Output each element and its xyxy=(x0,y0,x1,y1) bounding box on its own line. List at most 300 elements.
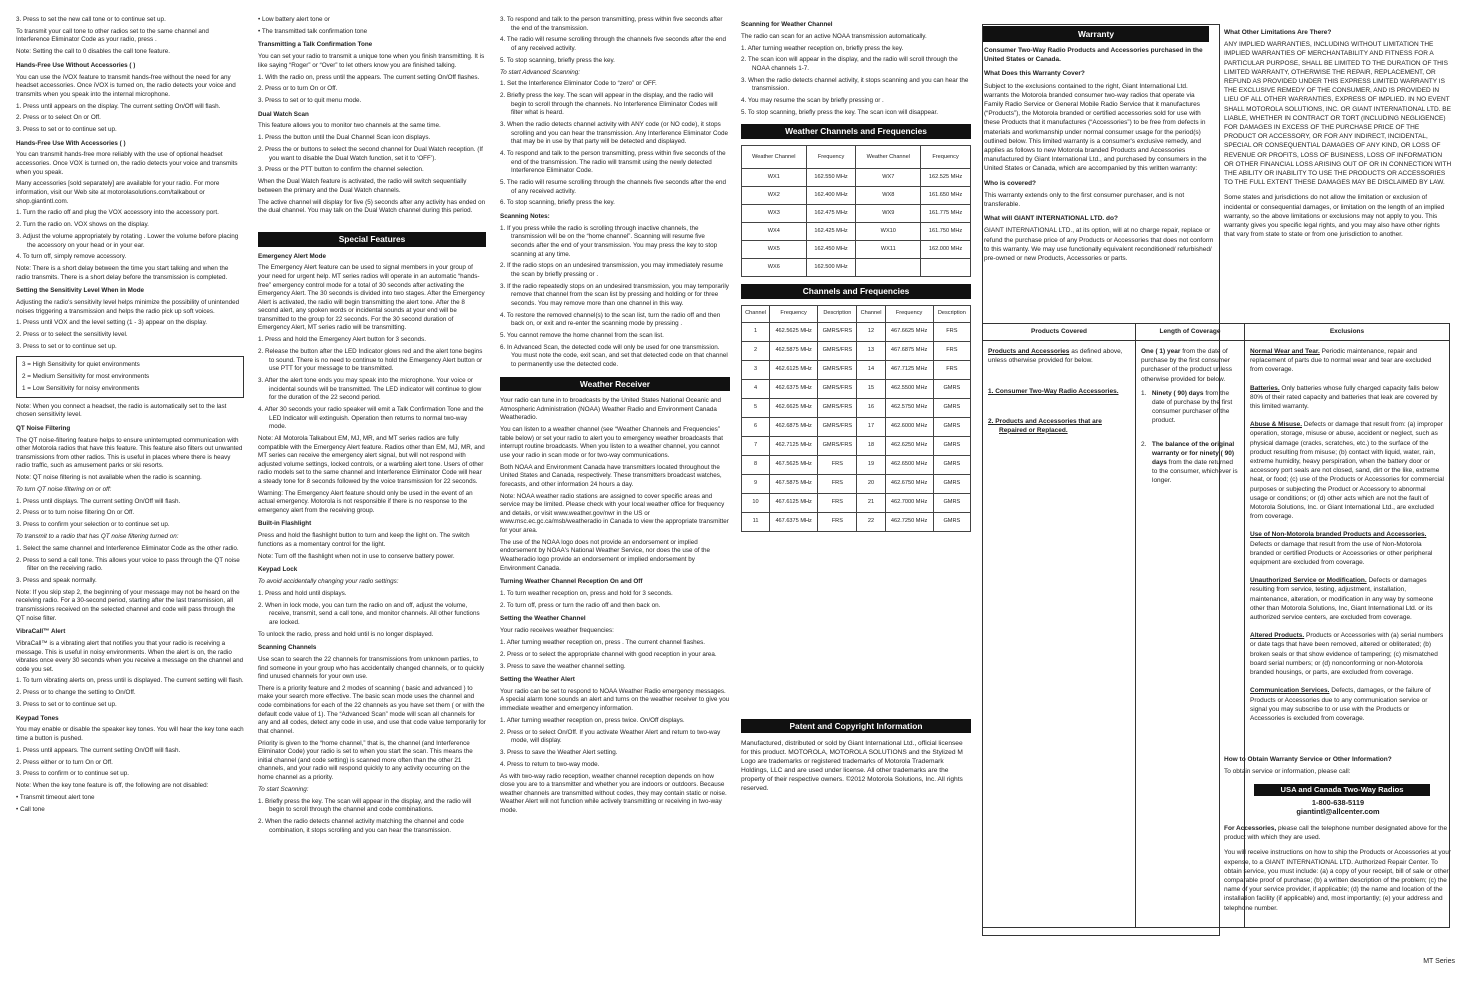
list-item: 3. Press to confirm or to continue set up. xyxy=(16,770,130,778)
table-cell: FRS xyxy=(818,512,857,531)
table-cell: 17 xyxy=(857,417,885,436)
table-cell: 3 xyxy=(742,360,770,379)
list-item: 1. If you press while the radio is scrolling through inactive channels, the transmission will be on the “home channel”. Scanning will resume five seconds after the end of your transmission. You may press the key to stop scanning at any time. xyxy=(500,224,718,258)
section-heading: Scanning Channels xyxy=(258,644,317,652)
list-item: 4. You may resume the scan by briefly pressing or . xyxy=(741,97,884,105)
table-row xyxy=(742,187,971,205)
exclusion-item xyxy=(1250,530,1444,567)
special-features-title: Special Features xyxy=(258,232,486,247)
table-cell: FRS xyxy=(933,322,970,341)
list-item: 1. Turn the radio off and plug the VOX accessory into the accessory port. xyxy=(16,209,219,217)
table-cell: 161.775 MHz xyxy=(921,205,971,223)
sensitivity-level: 2 = Medium Sensitivity for most environments xyxy=(22,372,150,380)
exclusion-title: Normal Wear and Tear. xyxy=(1250,348,1320,355)
list-item: 1. Set the Interference Eliminator Code to “zero” or OFF. xyxy=(500,80,657,88)
table-cell: 14 xyxy=(857,360,885,379)
note: Note: If you skip step 2, the beginning of your message may not be heard on the receiving radio. For a 30-second period, starting after the last transmission, all transmissions received on the selected channel and code will pass through the QT noise filter. xyxy=(16,588,240,622)
channels-table-title: Channels and Frequencies xyxy=(741,284,971,299)
list-item: 4. To turn off, simply remove accessory. xyxy=(16,253,127,261)
table-cell: 162.450 MHz xyxy=(806,241,856,259)
table-cell: 2 xyxy=(742,341,770,360)
section-heading: Turning Weather Channel Reception On and Off xyxy=(500,578,643,586)
paragraph: This feature allows you to monitor two channels at the same time. xyxy=(258,122,441,130)
section-heading: Setting the Weather Channel xyxy=(500,615,586,623)
list-item: • The transmitted talk confirmation tone xyxy=(258,27,368,35)
table-header: Channel xyxy=(742,305,770,322)
section-heading: Emergency Alert Mode xyxy=(258,252,327,260)
list-item: 1. Press until VOX and the level setting (1 - 3) appear on the display. xyxy=(16,319,207,327)
coverage-header: Length of Coverage xyxy=(1136,324,1245,341)
service-phone: 1-800-638-5119 xyxy=(1311,797,1365,807)
exclusion-title: Unauthorized Service or Modification. xyxy=(1250,577,1367,585)
service-email: giantintl@allcenter.com xyxy=(1296,806,1380,816)
list-item: 3. Press and speak normally. xyxy=(16,576,97,584)
section-heading: Transmitting a Talk Confirmation Tone xyxy=(258,41,373,49)
table-cell: 20 xyxy=(857,474,885,493)
table-cell: FRS xyxy=(933,360,970,379)
list-item: 3. If the radio repeatedly stops on an undesired transmission, you may temporarily remove that channel from the scan list by pressing and holding or for three seconds. You may remove more than one channel in this way. xyxy=(500,282,729,307)
exclusion-text: Defects or damages resulting from service, testing, adjustment, installation, maintenance, alteration, or modification in any way by someone other than Motorola Solutions, Inc, Giant International Ltd. or its authorized service centers, are excluded from coverage. xyxy=(1250,577,1434,622)
list-item: 1. With the radio on, press until the appears. The current setting On/Off flashes. xyxy=(258,73,480,81)
list-item: 1. Press until appears on the display. The current setting On/Off will flash. xyxy=(16,102,221,110)
table-cell: FRS xyxy=(933,341,970,360)
table-cell: GMRS xyxy=(933,417,970,436)
table-cell: 462.6500 MHz xyxy=(885,455,933,474)
list-item: • Transmit timeout alert tone xyxy=(16,793,95,801)
service-receive: You will receive instructions on how to ship the Products or Accessories at your expense, to a GIANT INTERNATIONAL LTD. Authorized Repair Center. To obtain service, you must include: (a) a copy of your receipt, bill of sale or other comparable proof of purchase; (b) a written description of the problem; (c) the name of your service provider, if applicable; (d) the name and location of the installation facility (if applicable) and, most importantly; (e) your address and telephone number. xyxy=(1224,849,1452,912)
paragraph: Priority is given to the “home channel,” that is, the channel (and Interference Eliminator Code) your radio is set to when you start the scan. This means the initial channel (and code setting) is scanned more often than the other 21 channels, and your radio will respond quickly to any activity occurring on the home channel as a priority. xyxy=(258,739,473,781)
subheading: To transmit to a radio that has QT noise filtering turned on: xyxy=(16,533,179,541)
subheading: To start Scanning: xyxy=(258,785,309,793)
table-header: Frequency xyxy=(806,146,856,169)
exclusion-text: Defects or damage that result from: (a) improper operation, storage, misuse or abuse, accident or neglect, such as physical damage (cracks, scratches, etc.) to the surface of the product resulting from misuse; (b) contact with liquid, water, rain, extreme humidity, heavy perspiration, when the battery door or accessory port seals are not closed, sand, dirt or the like, extreme heat, or food; (c) use of the Products or Accessories for commercial purposes or subjecting the Product or Accessory to abnormal usage or conditions; or (d) other acts which are not the fault of Motorola Solutions, Inc. or Giant International Ltd., are excluded from coverage. xyxy=(1250,421,1444,521)
subheading: To start Advanced Scanning: xyxy=(500,68,581,76)
list-item: 1. Select the same channel and Interference Eliminator Code as the other radio. xyxy=(16,544,239,552)
section-heading: QT Noise Filtering xyxy=(16,424,71,432)
table-cell: 7 xyxy=(742,436,770,455)
warranty-title: Warranty xyxy=(983,26,1209,42)
table-cell: WX1 xyxy=(742,169,807,187)
paragraph: You can use the iVOX feature to transmit hands-free without the need for any headset accessories. Once iVOX is turned on, the radio detects your voice and transmits when you speak into the internal microphone. xyxy=(16,73,236,98)
pc-item-2: 2. Products and Accessories that are Repaired or Replaced. xyxy=(988,417,1102,434)
list-item: 1. Briefly press the key. The scan will appear in the display, and the radio will begin to scroll through the channel and code combinations. xyxy=(258,797,472,814)
lc2: from the date returned to the consumer, whichever is longer. xyxy=(1152,459,1238,485)
table-cell: 467.6625 MHz xyxy=(885,322,933,341)
table-cell xyxy=(921,259,971,277)
table-cell: 22 xyxy=(857,512,885,531)
table-row xyxy=(742,493,971,512)
warranty-a2: This warranty extends only to the first consumer purchaser, and is not transferable. xyxy=(984,191,1185,209)
sensitivity-levels-box xyxy=(16,356,244,398)
table-cell: 13 xyxy=(857,341,885,360)
exclusion-item xyxy=(1250,686,1444,723)
table-cell: 462.5875 MHz xyxy=(770,341,818,360)
table-row xyxy=(742,241,971,259)
warranty-intro: Consumer Two-Way Radio Products and Accessories purchased in the United States or Canada. xyxy=(984,47,1203,64)
section-heading: Keypad Tones xyxy=(16,714,59,722)
table-cell: GMRS xyxy=(933,436,970,455)
paragraph: Your radio can be set to respond to NOAA Weather Radio emergency messages. A special alarm tone sounds an alert and turns on the weather receiver to give you immediate weather and emergency information. xyxy=(500,687,730,713)
note: Note: Setting the call to 0 disables the call tone feature. xyxy=(16,48,171,56)
table-header: Description xyxy=(933,305,970,322)
table-row xyxy=(742,512,971,531)
list-item: 3. Adjust the volume appropriately by rotating . Lower the volume before placing the accessory on your head or in your ear. xyxy=(16,232,239,249)
list-item: 3. Press to set or to quit menu mode. xyxy=(258,97,362,105)
paragraph: Both NOAA and Environment Canada have transmitters located throughout the United States and Canada, respectively. These transmitters broadcast watches, forecasts, and other information 24 hours a day. xyxy=(500,463,722,488)
table-cell: GMRS xyxy=(933,493,970,512)
table-header: Frequency xyxy=(921,146,971,169)
list-item: 3. Press to set or to continue set up. xyxy=(16,701,117,709)
exclusion-item xyxy=(1250,347,1444,375)
table-cell: GMRS/FRS xyxy=(818,322,857,341)
table-cell: WX5 xyxy=(742,241,807,259)
paragraph: To transmit your call tone to other radios set to the same channel and Interference Eliminator Code as your radio, press . xyxy=(16,27,209,44)
list-item: 2. When in lock mode, you can turn the radio on and off, adjust the volume, receive, transmit, send a call tone, and monitor channels. All other functions are locked. xyxy=(258,601,480,626)
list-item: 3. Press to confirm your selection or to continue set up. xyxy=(16,521,170,529)
paragraph: As with two-way radio reception, weather channel reception depends on how close you are to a transmitter and whether you are indoors or outdoors. Because weather channels are transmitted without codes, they may contain static or noise. Weather Alert will not function while actively transmitting or receiving in two-way mode. xyxy=(500,772,727,814)
list-item: 2. Press or to change the setting to On/Off. xyxy=(16,689,136,697)
table-row xyxy=(742,398,971,417)
paragraph: The QT noise-filtering feature helps to ensure uninterrupted communication with other Motorola radios that have this feature. This feature also filters out unwanted transmissions from other radios. This is useful in places where there is heavy radio traffic, such as amusement parks or ski resorts. xyxy=(16,436,243,470)
paragraph: Many accessories [sold separately] are available for your radio. For more information, visit our Web site at motorolasolutions.com/talkabout or shop.giantintl.com. xyxy=(16,180,220,205)
patent-title: Patent and Copyright Information xyxy=(741,719,971,734)
table-header: Weather Channel xyxy=(742,146,807,169)
section-heading: Keypad Lock xyxy=(258,566,298,574)
list-item: 5. The radio will resume scrolling through the channels five seconds after the end of any received activity. xyxy=(500,179,726,195)
list-item: 2. Press or to select On/Off. If you activate Weather Alert and return to two-way mode, will display. xyxy=(500,728,721,745)
subheading: To turn QT noise filtering on or off: xyxy=(16,485,112,493)
warranty-q4: What Other Limitations Are There? xyxy=(1224,29,1332,36)
exclusion-title: Altered Products. xyxy=(1250,632,1305,640)
lc-intro: from the date of purchase by the first consumer purchaser of the product unless otherwise provided for below. xyxy=(1141,348,1233,383)
paragraph: The use of the NOAA logo does not provide an endorsement or implied endorsement by NOAA's National Weather Service, nor does the use of the Weatheradio logo provide an endorsement or implied endorsement by Environment Canada. xyxy=(500,538,711,572)
note: Note: All Motorola Talkabout EM, MJ, MR, and MT series radios are fully compatible with the Emergency Alert feature. Radios other than EM, MJ, MR, and MT series can receive the emergency alert signal, but will not respond with adjusted volume settings, locked controls, or a warbling alert tone. Users of other radio models set to the same channel and Interference Eliminator Code will hear a steady tone for 8 seconds followed by the voice transmission for 22 seconds. xyxy=(258,434,485,485)
section-heading: Setting the Sensitivity Level When in Mode xyxy=(16,287,145,295)
footer-label: MT Series xyxy=(1423,958,1455,965)
table-cell: 462.6625 MHz xyxy=(770,398,818,417)
table-cell: 12 xyxy=(857,322,885,341)
table-cell: 467.6125 MHz xyxy=(770,493,818,512)
table-cell: WX3 xyxy=(742,205,807,223)
list-item: 4. To restore the removed channel(s) to the scan list, turn the radio off and then back on, or exit and re-enter the scanning mode by pressing . xyxy=(500,311,721,328)
list-item: 3. Press to save the Weather Alert setting. xyxy=(500,749,618,756)
table-header: Frequency xyxy=(770,305,818,322)
exclusion-text: Defects, damages, or the failure of Products or Accessories due to any communication service or signal you may subscribe to or use with the Products or Accessories is excluded from coverage. xyxy=(1250,687,1431,722)
table-cell: 8 xyxy=(742,455,770,474)
exclusion-text: Products or Accessories with (a) serial numbers or date tags that have been removed, altered or obliterated; (b) broken seals or that show evidence of tampering; (c) mismatched board serial numbers; or (d) nonconforming or non-Motorola branded housings, or parts, are excluded from coverage. xyxy=(1250,632,1444,677)
table-cell: GMRS/FRS xyxy=(818,436,857,455)
table-row xyxy=(742,436,971,455)
table-cell: 5 xyxy=(742,398,770,417)
paragraph: Press and hold the flashlight button to turn and keep the light on. The switch functions as a momentary control for the light. xyxy=(258,532,470,548)
table-cell: FRS xyxy=(818,493,857,512)
products-covered-cell xyxy=(983,341,1136,928)
list-item: 3. Press to set the new call tone or to continue set up. xyxy=(16,16,166,23)
table-header: Frequency xyxy=(885,305,933,322)
lc2-b: The balance of the original warranty or for ninety ( 90) days xyxy=(1151,440,1235,467)
table-cell: 162.000 MHz xyxy=(921,241,971,259)
table-cell: FRS xyxy=(818,474,857,493)
paragraph: VibraCall™ is a vibrating alert that notifies you that your radio is receiving a message. This is useful in noisy environments. When the alert is on, the radio vibrates once every 30 seconds when you receive a message on the channel and code you set. xyxy=(16,639,244,673)
table-row xyxy=(742,455,971,474)
list-item: 2. Press or to turn On or Off. xyxy=(258,85,338,93)
table-cell: 462.7000 MHz xyxy=(885,493,933,512)
table-row xyxy=(742,379,971,398)
warranty-q3: What will GIANT INTERNATIONAL LTD. do? xyxy=(984,215,1118,223)
table-cell: 462.6750 MHz xyxy=(885,474,933,493)
list-item: 4. After 30 seconds your radio speaker will emit a Talk Confirmation Tone and the LED Indicator will extinguish. Operation then returns to normal two-way mode. xyxy=(258,405,484,431)
table-cell: 462.7125 MHz xyxy=(770,436,818,455)
paragraph: Adjusting the radio's sensitivity level helps minimize the possibility of unintended noises triggering a transmission and helps the radio pick up soft voices. xyxy=(16,299,240,315)
list-item: 2. Press or to select On or Off. xyxy=(16,114,101,122)
table-cell: 161.650 MHz xyxy=(921,187,971,205)
warranty-a5: Some states and jurisdictions do not allow the limitation or exclusion of incidental or consequential damages, or limitation on the length of an implied warranty, so the above limitations or exclusions may not apply to you. This warranty gives you specific legal rights, and you may also have other rights that vary from state to state or from one jurisdiction to another. xyxy=(1224,194,1445,239)
coverage-header: Products Covered xyxy=(983,324,1136,341)
lc1: from the date of purchase by the first consumer purchaser of the product. xyxy=(1152,389,1233,425)
paragraph: You can listen to a weather channel (see “Weather Channels and Frequencies” table below) or set your radio to alert you to emergency weather broadcasts that interrupt routine broadcasts. When you listen to a weather channel, you cannot use your radio in scan mode or for two-way communications. xyxy=(500,426,723,459)
column-4 xyxy=(741,16,971,796)
section-heading: Hands-Free Use With Accessories ( ) xyxy=(16,139,126,147)
note: Note: There is a short delay between the time you start talking and when the radio transmits. There is a short delay before the transmission is completed. xyxy=(16,265,229,281)
list-item: 1. Press until appears. The current setting On/Off will flash. xyxy=(16,746,181,754)
table-cell: 162.500 MHz xyxy=(806,259,856,277)
column-3 xyxy=(500,16,730,819)
exclusion-title: Batteries. xyxy=(1250,384,1280,392)
list-item: 1. Press until displays. The current setting On/Off will flash. xyxy=(16,497,181,505)
table-row xyxy=(742,417,971,436)
table-cell: 162.475 MHz xyxy=(806,205,856,223)
list-item: 3. Press to save the weather channel setting. xyxy=(500,662,626,670)
accessories-text: please call the telephone number designated above for the product with which they are used. xyxy=(1224,825,1448,842)
note: Note: When you connect a headset, the radio is automatically set to the last chosen sensitivity level. xyxy=(16,402,227,419)
table-cell: 18 xyxy=(857,436,885,455)
list-item: 6. In Advanced Scan, the detected code will only be used for one transmission. You must note the code, exit scan, and set that detected code on that channel to permanently use the detected code. xyxy=(500,343,728,368)
table-row xyxy=(742,259,971,277)
column-1 xyxy=(16,16,244,817)
paragraph: The active channel will display for five (5) seconds after any activity has ended on the dual channel. You may talk on the Dual Watch channel during this period. xyxy=(258,198,486,215)
table-row xyxy=(742,474,971,493)
table-cell: GMRS/FRS xyxy=(818,341,857,360)
sensitivity-level: 1 = Low Sensitivity for noisy environments xyxy=(22,384,140,392)
table-cell: 162.550 MHz xyxy=(806,169,856,187)
list-item: 3. When the radio detects channel activity, it stops scanning and you can hear the transmission. xyxy=(741,76,969,93)
list-item: 6. To stop scanning, briefly press the key. xyxy=(500,199,615,207)
list-item: 5. To stop scanning, briefly press the key. The scan icon will disappear. xyxy=(741,108,939,116)
table-cell: WX9 xyxy=(856,205,921,223)
exclusion-title: Communication Services. xyxy=(1250,687,1330,695)
pc-item-1: 1. Consumer Two-Way Radio Accessories. xyxy=(988,388,1119,396)
table-cell: WX10 xyxy=(856,223,921,241)
pc-intro-u: Products and Accessories xyxy=(988,348,1070,355)
warranty-left-text xyxy=(984,46,1214,266)
paragraph: When the Dual Watch feature is activated, the radio will switch sequentially between the primary and the Dual Watch channels. xyxy=(258,178,467,194)
sensitivity-level: 3 = High Sensitivity for quiet environments xyxy=(22,360,140,368)
list-item: 2. Press to send a call tone. This allows your voice to pass through the QT noise filter on the receiving radio. xyxy=(16,556,240,573)
table-cell: 462.6875 MHz xyxy=(770,417,818,436)
list-item: 2. Press either or to turn On or Off. xyxy=(16,758,113,766)
paragraph: Use scan to search the 22 channels for transmissions from unknown parties, to find someone in your group who has accidentally changed channels, or to quickly find unused channels for your own use. xyxy=(258,655,485,681)
table-cell: 467.5875 MHz xyxy=(770,474,818,493)
weather-table-title: Weather Channels and Frequencies xyxy=(741,124,971,139)
list-item: 2. Press or to select the sensitivity level. xyxy=(16,331,128,339)
list-item: 2. Press the or buttons to select the second channel for Dual Watch reception. (If you want to disable the Dual Watch function, set it to ‘OFF’). xyxy=(258,146,483,162)
table-row xyxy=(742,360,971,379)
table-cell: 9 xyxy=(742,474,770,493)
table-cell: FRS xyxy=(818,455,857,474)
table-cell: 467.7125 MHz xyxy=(885,360,933,379)
list-item: 4. The radio will resume scrolling through the channels five seconds after the end of any received activity. xyxy=(500,36,726,52)
list-item: 5. To stop scanning, briefly press the key. xyxy=(500,56,615,64)
service-band: USA and Canada Two-Way Radios xyxy=(1254,784,1430,795)
paragraph: You can set your radio to transmit a unique tone when you finish transmitting. It is like saying “Roger” or “Over” to let others know you are finished talking. xyxy=(258,53,485,69)
list-item: 5. You cannot remove the home channel from the scan list. xyxy=(500,332,664,340)
table-cell: 462.7250 MHz xyxy=(885,512,933,531)
list-item: 2. Press or to select the appropriate channel with good reception in your area. xyxy=(500,650,717,658)
table-cell: WX8 xyxy=(856,187,921,205)
weather-channels-table xyxy=(741,145,971,277)
table-cell: 16 xyxy=(857,398,885,417)
paragraph: You can transmit hands-free more reliably with the use of optional headset accessories. Once VOX is turned on, the radio detects your voice and transmits when you speak. xyxy=(16,151,238,176)
table-cell: GMRS xyxy=(933,398,970,417)
exclusion-item xyxy=(1250,576,1444,622)
table-cell: WX4 xyxy=(742,223,807,241)
section-heading: Setting the Weather Alert xyxy=(500,676,575,684)
exclusion-title: Use of Non-Motorola branded Products and Accessories. xyxy=(1250,531,1427,539)
list-item: 2. Press or to turn noise filtering On or Off. xyxy=(16,509,135,517)
table-cell: 6 xyxy=(742,417,770,436)
table-cell: 462.5625 MHz xyxy=(770,322,818,341)
list-item: 1. After turning weather reception on, briefly press the key. xyxy=(741,44,904,52)
list-item: • Call tone xyxy=(16,805,45,813)
table-cell: 4 xyxy=(742,379,770,398)
list-item: 3. To respond and talk to the person transmitting, press within five seconds after the end of the transmission. xyxy=(500,16,723,32)
table-cell: GMRS/FRS xyxy=(818,398,857,417)
column-2 xyxy=(258,16,486,838)
service-question: How to Obtain Warranty Service or Other Information? xyxy=(1224,756,1392,763)
section-heading: Scanning Notes: xyxy=(500,212,550,220)
table-cell: GMRS/FRS xyxy=(818,360,857,379)
table-row xyxy=(742,169,971,187)
note: Note: When the key tone feature is off, the following are not disabled: xyxy=(16,782,209,790)
table-cell: 462.6375 MHz xyxy=(770,379,818,398)
warranty-a1: Subject to the exclusions contained to the right, Giant International Ltd. warrants the Motorola branded consumer two-way radios that operate via Family Radio Service or General Mobile Radio Service that it manufactures (“Products”), the Motorola branded or certified accessories sold for use with these Products that it manufactures (“Accessories”) to be free from defects in materials and workmanship under normal consumer usage for the period(s) outlined below. This limited warranty is a consumer's exclusive remedy, and applies as follows to new Motorola branded Products and Accessories manufactured by Giant International Ltd., and purchased by consumers in the United States or Canada, which are accompanied by this written warranty: xyxy=(984,82,1207,173)
section-heading: Dual Watch Scan xyxy=(258,110,309,118)
list-item: 3. Press to set or to continue set up. xyxy=(16,126,117,134)
weather-receiver-title: Weather Receiver xyxy=(500,377,730,392)
table-cell: 1 xyxy=(742,322,770,341)
paragraph: There is a priority feature and 2 modes of scanning ( basic and advanced ) to make your search more effective. The basic scan mode uses the channel and code combinations for each of the 22 channels as you have set them ( or with the default code value of 1). The “Advanced Scan” mode will scan all channels for any and all codes, detect any code in use, and use that code value temporarily for that channel. xyxy=(258,684,486,735)
table-header: Description xyxy=(818,305,857,322)
warranty-right-text xyxy=(1224,23,1452,242)
table-cell: 15 xyxy=(857,379,885,398)
table-cell: 462.6250 MHz xyxy=(885,436,933,455)
service-info xyxy=(1224,750,1452,916)
table-cell xyxy=(856,259,921,277)
coverage-header: Exclusions xyxy=(1245,324,1450,341)
list-item: 2. The scan icon will appear in the display, and the radio will scroll through the NOAA channels 1-7. xyxy=(741,56,958,72)
subheading: To avoid accidentally changing your radio settings: xyxy=(258,578,399,585)
table-cell: 467.6875 MHz xyxy=(885,341,933,360)
exclusion-item xyxy=(1250,631,1444,677)
table-cell: 162.425 MHz xyxy=(806,223,856,241)
list-item: 1. Press and hold until displays. xyxy=(258,589,347,597)
paragraph: The radio can scan for an active NOAA transmission automatically. xyxy=(741,32,927,40)
exclusion-text: Only batteries whose fully charged capacity falls below 80% of their rated capacity and batteries that leak are covered by this limited warranty. xyxy=(1250,384,1439,411)
list-item: 4. To respond and talk to the person transmitting, press within five seconds of the end of the transmission. The radio will transmit using the newly detected Interference Eliminator Code. xyxy=(500,150,726,175)
table-cell: 462.6125 MHz xyxy=(770,360,818,379)
table-cell: 21 xyxy=(857,493,885,512)
table-cell: GMRS xyxy=(933,512,970,531)
list-item: 2. If the radio stops on an undesired transmission, you may immediately resume the scan by briefly pressing or . xyxy=(500,262,723,278)
table-cell: 10 xyxy=(742,493,770,512)
table-cell: 467.5625 MHz xyxy=(770,455,818,474)
section-heading: VibraCall™ Alert xyxy=(16,628,66,636)
list-item: 1. After turning weather reception on, press . The current channel flashes. xyxy=(500,638,705,646)
table-cell: GMRS/FRS xyxy=(818,379,857,398)
list-item: 2. Briefly press the key. The scan will appear in the display, and the radio will begin to scroll through the channels. No Interference Eliminator Codes will filter what is heard. xyxy=(500,92,718,117)
table-cell: 467.6375 MHz xyxy=(770,512,818,531)
warranty-q1: What Does this Warranty Cover? xyxy=(984,70,1085,78)
paragraph: The Emergency Alert feature can be used to signal members in your group of your need for urgent help. MT series radios will operate in an automatic “hands-free” emergency control mode for a total of 30 seconds after activating the Emergency Alert. The 30 seconds is divided into two stages. After the Emergency Alert is activated, the radio will begin transmitting the alert tone. After the 8 second alert, any spoken words or incidental sounds at your end will be transmitted to the group for 22 seconds. For the 30 second duration of Emergency Alert, MT series radio will be transmitting. xyxy=(258,264,485,332)
table-cell: 462.5750 MHz xyxy=(885,398,933,417)
note: Warning: The Emergency Alert feature should only be used in the event of an actual emergency. Motorola is not responsible if there is no response to the emergency alert from the receiving group. xyxy=(258,489,473,514)
section-heading: Hands-Free Use Without Accessories ( ) xyxy=(16,61,136,69)
paragraph: Your radio receives weather frequencies: xyxy=(500,627,614,635)
paragraph: Your radio can tune in to broadcasts by the United States National Oceanic and Atmospheric Administration (NOAA) Weather Radio and Environment Canada Weatheradio. xyxy=(500,397,721,422)
channels-frequencies-table xyxy=(741,305,971,532)
table-cell: 462.6000 MHz xyxy=(885,417,933,436)
note: Note: QT noise filtering is not available when the radio is scanning. xyxy=(16,474,202,482)
list-item: 2. When the radio detects channel activity matching the channel and code combination, it stops scrolling and you can hear the transmission. xyxy=(258,817,464,834)
warranty-q2: Who is covered? xyxy=(984,179,1037,187)
exclusion-title: Abuse & Misuse. xyxy=(1250,421,1303,429)
note: Note: NOAA weather radio stations are assigned to cover specific areas and service may be limited. Please check with your local weather office for frequency and details, or visit www.weather.gov/nwr in the US or www.msc.ec.gc.ca/msb/weatheradio in Canada to view the appropriate transmitter for your area. xyxy=(500,492,729,535)
table-cell: GMRS xyxy=(933,474,970,493)
table-cell: WX2 xyxy=(742,187,807,205)
lc-intro-b: One ( 1) year xyxy=(1141,348,1181,355)
table-row xyxy=(742,322,971,341)
table-cell: WX11 xyxy=(856,241,921,259)
exclusion-item xyxy=(1250,420,1444,521)
table-cell: WX7 xyxy=(856,169,921,187)
table-cell: 161.750 MHz xyxy=(921,223,971,241)
table-cell: 11 xyxy=(742,512,770,531)
list-item: 2. To turn off, press or turn the radio off and then back on. xyxy=(500,601,661,609)
table-cell: 19 xyxy=(857,455,885,474)
paragraph: You may enable or disable the speaker key tones. You will hear the key tone each time a button is pushed. xyxy=(16,726,244,742)
list-item: 1. After turning weather reception on, press twice. On/Off displays. xyxy=(500,716,685,724)
list-item: 2. Release the button after the LED Indicator glows red and the alert tone begins to sound. There is no need to continue to hold the Emergency Alert button or use PTT for your message to be transmitted. xyxy=(258,348,483,373)
table-cell: GMRS xyxy=(933,455,970,474)
table-cell: WX6 xyxy=(742,259,807,277)
exclusion-text: Periodic maintenance, repair and replacement of parts due to normal wear and tear are excluded from coverage. xyxy=(1250,348,1432,374)
list-item: 3. When the radio detects channel activity with ANY code (or NO code), it stops scrolling and you can hear the transmission. Any Interference Eliminator Code that may be in use by that party will be detected and displayed. xyxy=(500,121,729,146)
accessories-b: For Accessories, xyxy=(1224,825,1277,833)
table-row xyxy=(742,341,971,360)
table-cell: 162.525 MHz xyxy=(921,169,971,187)
list-item: 3. After the alert tone ends you may speak into the microphone. Your voice or incidental sounds will be transmitted. The LED indicator will continue to glow for the duration of the 22 second period. xyxy=(258,377,482,402)
lc1-b: Ninety ( 90) days xyxy=(1151,389,1204,397)
list-item: 3. Press to set or to continue set up. xyxy=(16,343,117,350)
warranty-a4: ANY IMPLIED WARRANTIES, INCLUDING WITHOUT LIMITATION THE IMPLIED WARRANTIES OF MERCHANTABILITY AND FITNESS FOR A PARTICULAR PURPOSE, SHALL BE LIMITED TO THE DURATION OF THIS LIMITED WARRANTY, OTHERWISE THE REPAIR, REPLACEMENT, OR REFUND AS PROVIDED UNDER THIS EXPRESS LIMITED WARRANTY IS THE EXCLUSIVE REMEDY OF THE CONSUMER, AND IS PROVIDED IN LIEU OF ALL OTHER WARRANTIES, EXPRESS OF IMPLIED. IN NO EVENT SHALL MOTOROLA SOLUTIONS, INC. OR GIANT INTERNATIONAL LTD. BE LIABLE, WHETHER IN CONTRACT OR TORT (INCLUDING NEGLIGENCE) FOR DAMAGES IN EXCESS OF THE PURCHASE PRICE OF THE PRODUCT OR ACCESSORY, OR FOR ANY INDIRECT, INCIDENTAL, SPECIAL OR CONSEQUENTIAL DAMAGES OF ANY KIND, OR LOSS OF REVENUE OR PROFITS, LOSS OF BUSINESS, LOSS OF INFORMATION OR OTHER FINANCIAL LOSS ARISING OUT OF OR IN CONNECTION WITH THE ABILITY OR INABILITY TO USE THE PRODUCTS OR ACCESSORIES TO THE FULL EXTENT THESE DAMAGES MAY BE DISCLAIMED BY LAW. xyxy=(1224,41,1452,187)
warranty-a3: GIANT INTERNATIONAL LTD., at its option, will at no charge repair, replace or refund the purchase price of any Products or Accessories that does not conform to this warranty. We may use functionally equivalent reconditioned/ refurbished/ pre-owned or new Products, Accessories or parts. xyxy=(984,227,1214,263)
note: Note: Turn off the flashlight when not in use to conserve battery power. xyxy=(258,552,455,560)
patent-text: Manufactured, distributed or sold by Giant International Ltd., official licensee for this product. MOTOROLA, MOTOROLA SOLUTIONS and the Stylized M Logo are trademarks or registered trademarks of Motorola Trademark Holdings, LLC and are used under license. All other trademarks are the property of their respective owners. ©2012 Motorola Solutions, Inc. All rights reserved. xyxy=(741,740,963,793)
list-item: 1. Press and hold the Emergency Alert button for 3 seconds. xyxy=(258,336,427,344)
table-cell: GMRS/FRS xyxy=(818,417,857,436)
paragraph: To unlock the radio, press and hold until is no longer displayed. xyxy=(258,630,434,638)
section-heading: Scanning for Weather Channel xyxy=(741,21,833,28)
